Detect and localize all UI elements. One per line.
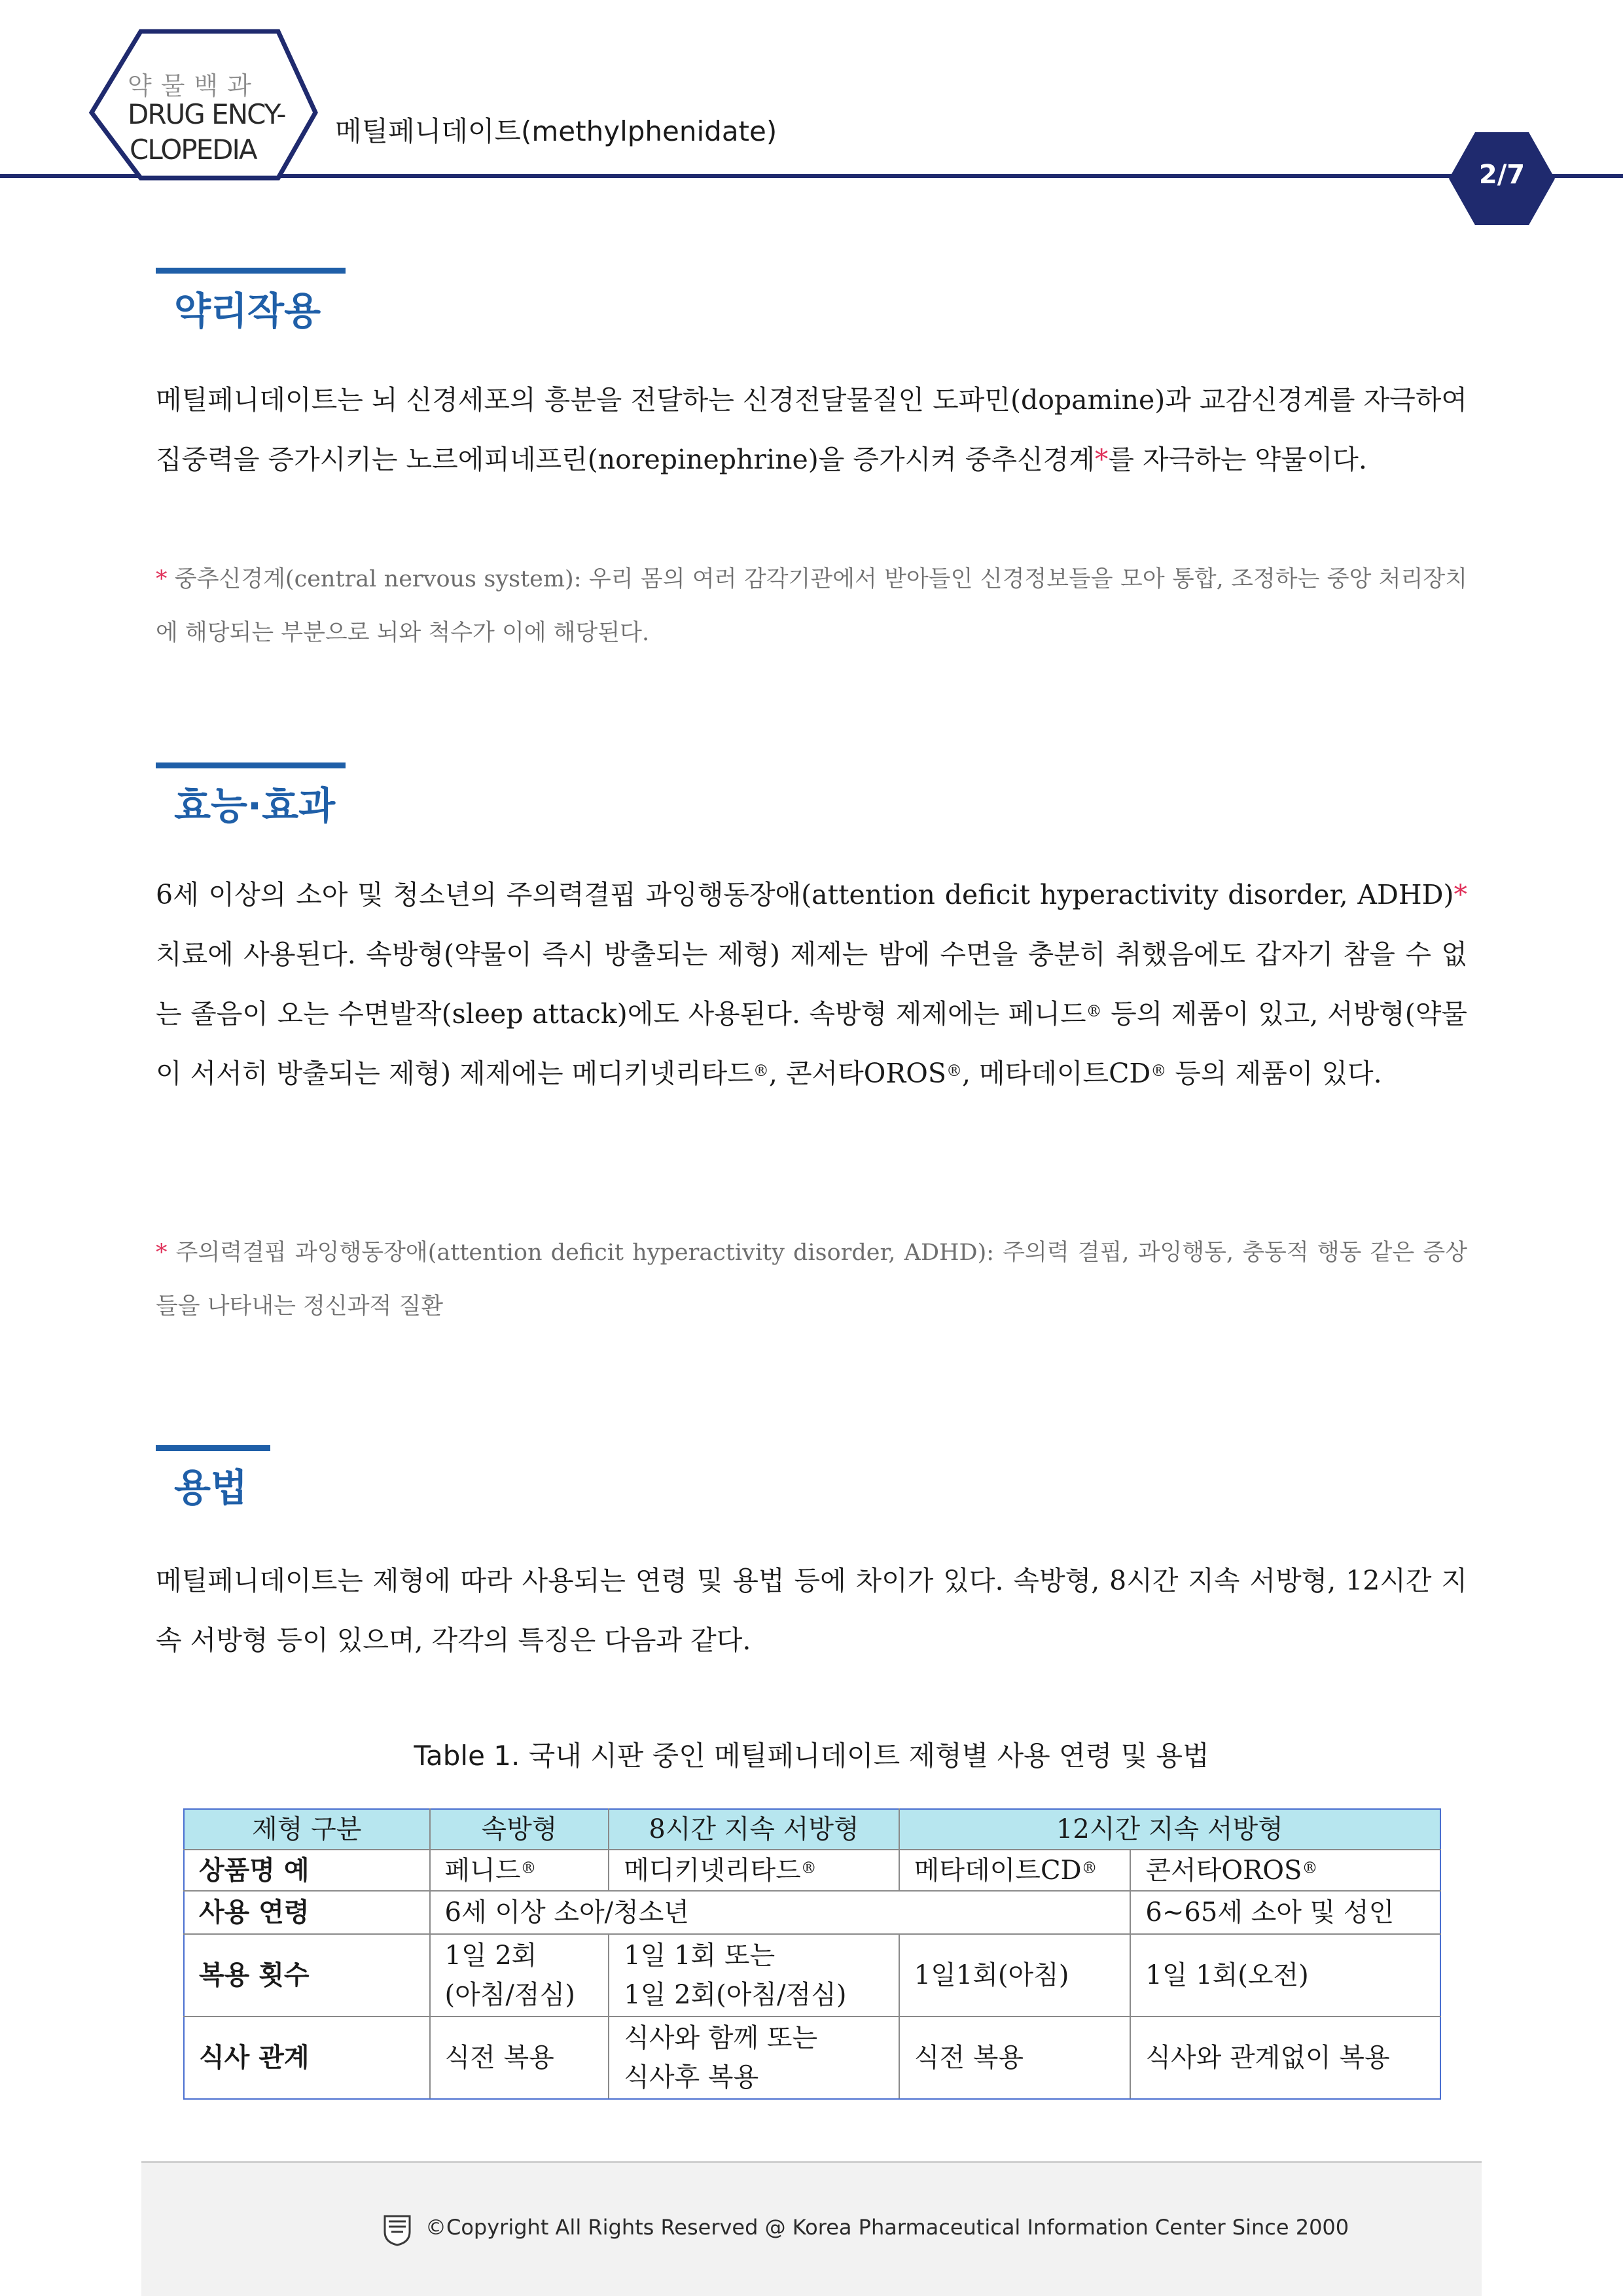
logo-english-text-2: CLOPEDIA — [130, 134, 257, 166]
cell-age-common: 6세 이상 소아/청소년 — [430, 1891, 1131, 1934]
pharmacology-footnote: * 중추신경계(central nervous system): 우리 몸의 여러 감각기관에서 받아들인 신경정보들을 모아 통합, 조정하는 중앙 처리장치에 해당되는 부분으로 뇌와 척수가 이에 해당된다. — [156, 566, 1467, 646]
section-title-efficacy: 효능·효과 — [174, 783, 336, 828]
footnote-asterisk: * — [1094, 444, 1109, 475]
logo-english-text-1: DRUG ENCY- — [128, 98, 285, 130]
section-bar-efficacy — [156, 762, 346, 768]
row-label-meal: 식사 관계 — [184, 2017, 430, 2099]
table-row-age — [184, 1891, 1440, 1934]
cell-frequency-er12a: 1일1회(아침) — [899, 1934, 1131, 2017]
document-title: 메틸페니데이트(methylphenidate) — [335, 115, 777, 147]
table-header-row — [184, 1809, 1440, 1850]
logo-korean-text: 약물백과 — [128, 71, 260, 100]
footer-divider — [141, 2161, 1482, 2163]
row-label-product: 상품명 예 — [184, 1850, 430, 1891]
table-caption: Table 1. 국내 시판 중인 메틸페니데이트 제형별 사용 연령 및 용법 — [414, 1740, 1209, 1772]
dosage-paragraph: 메틸페니데이트는 제형에 따라 사용되는 연령 및 용법 등에 차이가 있다. 속방형, 8시간 지속 서방형, 12시간 지속 서방형 등이 있으며, 각각의 특징은 다음과 같다. — [156, 1565, 1467, 1656]
header-cell-ir: 속방형 — [430, 1809, 609, 1850]
efficacy-paragraph: 6세 이상의 소아 및 청소년의 주의력결핍 과잉행동장애(attention deficit hyperactivity disorder, ADHD)* 치료에 사용된다. 속방형(약물이 즉시 방출되는 제형) 제제는 밤에 수면을 충분히 취했음에도 갑자기 참을 수 없는 졸음이 오는 수면발작(sleep attack)에도 사용된다. 속방형 제제에는 페니드® 등의 제품이 있고, 서방형(약물이 서서히 방출되는 제형) 제제에는 메디키넷리타드®, 콘서타OROS®, 메타데이트CD® 등의 제품이 있다. — [156, 879, 1467, 1089]
header-cell-er12: 12시간 지속 서방형 — [899, 1809, 1440, 1850]
row-label-age: 사용 연령 — [184, 1891, 430, 1934]
cell-frequency-ir: 1일 2회 (아침/점심) — [430, 1934, 609, 2017]
cell-meal-er12b: 식사와 관계없이 복용 — [1130, 2017, 1440, 2099]
cell-age-er12b: 6~65세 소아 및 성인 — [1130, 1891, 1440, 1934]
pharmacology-paragraph: 메틸페니데이트는 뇌 신경세포의 흥분을 전달하는 신경전달물질인 도파민(dopamine)과 교감신경계를 자극하여 집중력을 증가시키는 노르에피네프린(norepinephrine)을 증가시켜 중추신경계*를 자극하는 약물이다. — [156, 384, 1467, 475]
table-row-product — [184, 1850, 1440, 1891]
cell-frequency-er8: 1일 1회 또는 1일 2회(아침/점심) — [609, 1934, 899, 2017]
row-label-frequency: 복용 횟수 — [184, 1934, 430, 2017]
page-number: 2/7 — [1478, 160, 1525, 190]
table-row-meal — [184, 2017, 1440, 2099]
kpic-emblem-icon — [382, 2214, 412, 2246]
header-cell-type: 제형 구분 — [184, 1809, 430, 1850]
section-bar-dosage — [156, 1445, 270, 1451]
cell-product-er12a: 메타데이트CD® — [899, 1850, 1131, 1891]
table-row-frequency — [184, 1934, 1440, 2017]
copyright-text: ©Copyright All Rights Reserved @ Korea Pharmaceutical Information Center Since 2000 — [425, 2215, 1349, 2240]
section-bar-pharmacology — [156, 268, 346, 274]
section-title-pharmacology: 약리작용 — [174, 289, 321, 333]
dosage-table — [183, 1808, 1441, 2100]
cell-meal-er8: 식사와 함께 또는 식사후 복용 — [609, 2017, 899, 2099]
section-title-dosage: 용법 — [174, 1465, 248, 1510]
efficacy-footnote: * 주의력결핍 과잉행동장애(attention deficit hyperactivity disorder, ADHD): 주의력 결핍, 과잉행동, 충동적 행동 같은 증상들을 나타내는 정신과적 질환 — [156, 1240, 1467, 1319]
cell-product-er8: 메디키넷리타드® — [609, 1850, 899, 1891]
cell-meal-er12a: 식전 복용 — [899, 2017, 1131, 2099]
cell-frequency-er12b: 1일 1회(오전) — [1130, 1934, 1440, 2017]
cell-product-ir: 페니드® — [430, 1850, 609, 1891]
cell-product-er12b: 콘서타OROS® — [1130, 1850, 1440, 1891]
cell-meal-ir: 식전 복용 — [430, 2017, 609, 2099]
header-cell-er8: 8시간 지속 서방형 — [609, 1809, 899, 1850]
